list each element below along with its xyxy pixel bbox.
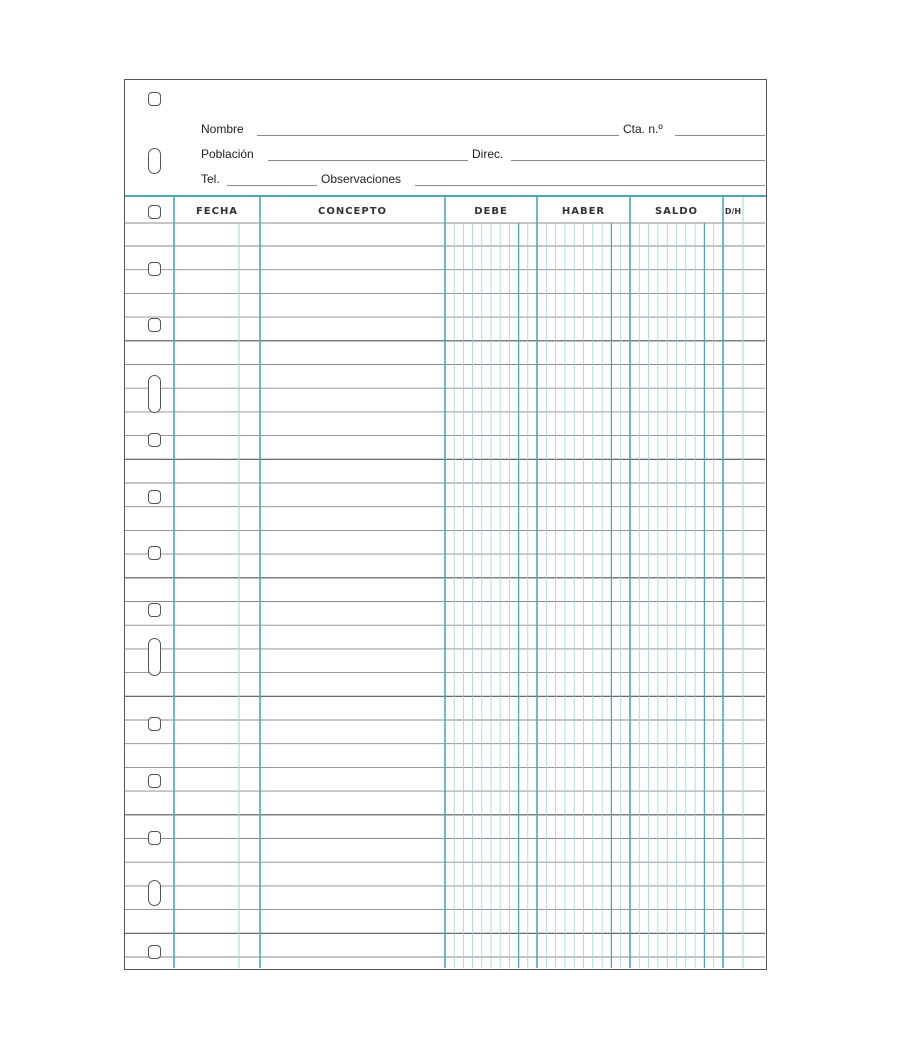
punch-hole [148, 831, 161, 845]
nombre-label: Nombre [201, 122, 244, 136]
punch-hole [148, 205, 161, 219]
punch-hole [148, 490, 161, 504]
punch-hole [148, 318, 161, 332]
punch-hole [148, 945, 161, 959]
column-header-concepto: CONCEPTO [317, 206, 388, 217]
column-header-fecha: FECHA [195, 206, 239, 217]
punch-hole [148, 603, 161, 617]
punch-hole [148, 375, 161, 413]
punch-hole [148, 774, 161, 788]
tel-label: Tel. [201, 172, 220, 186]
punch-hole [148, 638, 161, 676]
punch-hole [148, 92, 161, 106]
direc-label: Direc. [472, 147, 504, 161]
cta-label: Cta. n.º [623, 122, 663, 136]
punch-hole [148, 717, 161, 731]
column-header-saldo: SALDO [654, 206, 699, 217]
punch-hole [148, 262, 161, 276]
column-header-signo: D/H [724, 207, 742, 216]
punch-hole [148, 148, 161, 174]
punch-hole [148, 546, 161, 560]
ledger-sheet [124, 79, 767, 970]
column-header-debe: DEBE [474, 206, 508, 217]
observaciones-label: Observaciones [321, 172, 402, 186]
poblacion-label: Población [201, 147, 254, 161]
punch-hole [148, 880, 161, 906]
punch-hole [148, 433, 161, 447]
column-header-haber: HABER [561, 206, 606, 217]
